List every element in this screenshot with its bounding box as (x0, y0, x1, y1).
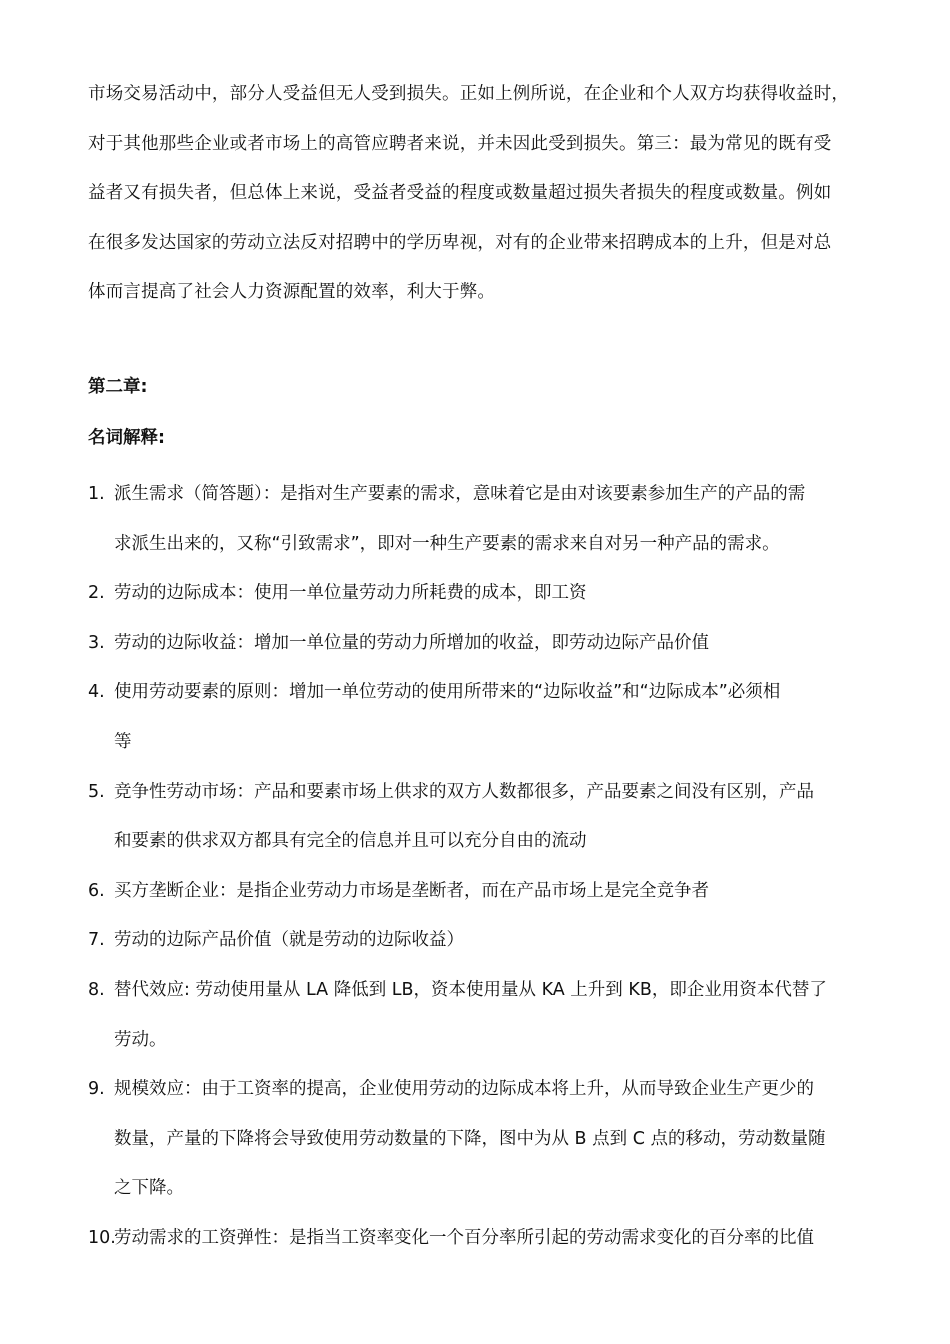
list-item (88, 867, 908, 917)
item-text-line: 等 (114, 731, 132, 752)
item-number: 3. (88, 632, 105, 653)
item-text-line: 使用劳动要素的原则：增加一单位劳动的使用所带来的“边际收益”和“边际成本”必须相 (114, 682, 781, 703)
paragraph-line: 市场交易活动中，部分人受益但无人受到损失。正如上例所说，在企业和个人双方均获得收益时， (88, 84, 850, 104)
item-text-line: 劳动需求的工资弹性：是指当工资率变化一个百分率所引起的劳动需求变化的百分率的比值 (114, 1227, 814, 1248)
item-number: 9. (88, 1079, 105, 1100)
item-text-line: 派生需求（简答题）：是指对生产要素的需求，意味着它是由对该要素参加生产的产品的需 (114, 484, 806, 504)
item-text-line: 劳动的边际产品价值（就是劳动的边际收益） (114, 930, 464, 951)
intro-paragraph (88, 70, 908, 318)
item-text-line: 替代效应: 劳动使用量从 LA 降低到 LB，资本使用量从 KA 上升到 KB，即企业用资本代替了 (114, 979, 827, 1000)
item-number: 2. (88, 583, 105, 604)
item-number: 7. (88, 930, 105, 951)
list-item (88, 569, 908, 619)
item-text-line: 数量，产量的下降将会导致使用劳动数量的下降，图中为从 B 点到 C 点的移动，劳动数量随 (114, 1128, 826, 1149)
item-text-line: 买方垄断企业：是指企业劳动力市场是垄断者，而在产品市场上是完全竞争者 (114, 880, 709, 901)
list-item (88, 619, 908, 669)
list-item (88, 1214, 908, 1264)
list-item (88, 966, 908, 1065)
paragraph-line: 体而言提高了社会人力资源配置的效率，利大于弊。 (88, 282, 496, 303)
chapter-heading: 第二章: (88, 377, 148, 397)
terms-list (88, 470, 908, 1264)
paragraph-line: 对于其他那些企业或者市场上的高管应聘者来说，并未因此受到损失。第三：最为常见的既有受 (88, 133, 832, 154)
item-number: 10. (88, 1227, 116, 1248)
paragraph-line: 益者又有损失者，但总体上来说，受益者受益的程度或数量超过损失者损失的程度或数量。例如 (88, 183, 832, 204)
item-text-line: 规模效应：由于工资率的提高，企业使用劳动的边际成本将上升，从而导致企业生产更少的 (114, 1079, 814, 1100)
list-item (88, 668, 908, 767)
list-item (88, 916, 908, 966)
item-text-line: 竞争性劳动市场：产品和要素市场上供求的双方人数都很多，产品要素之间没有区别，产品 (114, 781, 814, 802)
item-number: 4. (88, 682, 105, 703)
item-number: 5. (88, 781, 105, 802)
terms-heading: 名词解释: (88, 428, 165, 448)
list-item (88, 470, 908, 569)
list-item (88, 768, 908, 867)
item-text-line: 之下降。 (114, 1178, 184, 1199)
item-text-line: 劳动的边际成本：使用一单位量劳动力所耗费的成本，即工资 (114, 583, 587, 604)
item-text-line: 求派生出来的，又称“引致需求”，即对一种生产要素的需求来自对另一种产品的需求。 (114, 533, 780, 554)
item-number: 8. (88, 979, 105, 1000)
item-number: 6. (88, 880, 105, 901)
list-item (88, 1065, 908, 1214)
item-number: 1. (88, 484, 105, 504)
paragraph-line: 在很多发达国家的劳动立法反对招聘中的学历卑视，对有的企业带来招聘成本的上升，但是对总 (88, 232, 832, 253)
item-text-line: 劳动的边际收益：增加一单位量的劳动力所增加的收益，即劳动边际产品价值 (114, 632, 709, 653)
item-text-line: 劳动。 (114, 1029, 167, 1050)
item-text-line: 和要素的供求双方都具有完全的信息并且可以充分自由的流动 (114, 831, 587, 852)
